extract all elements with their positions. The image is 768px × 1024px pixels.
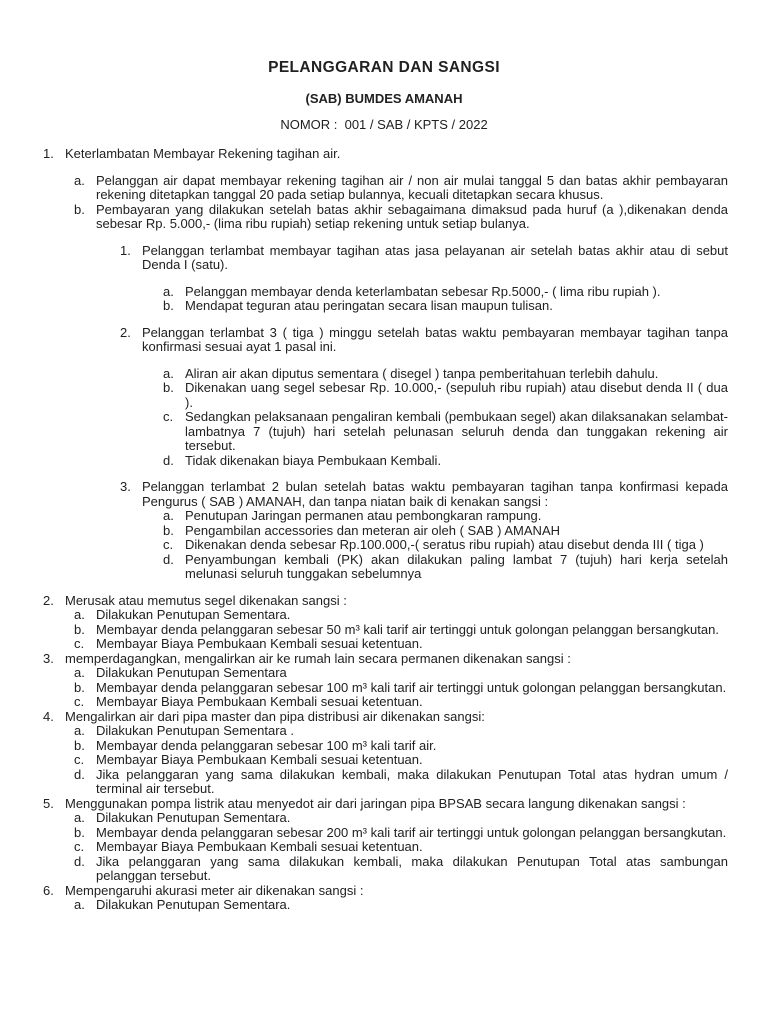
list-item bbox=[43, 147, 728, 162]
list-item-text: Membayar Biaya Pembukaan Kembali sesuai ketentuan. bbox=[96, 636, 423, 651]
list-item bbox=[120, 480, 728, 509]
list-item bbox=[74, 768, 728, 797]
list-item bbox=[43, 710, 728, 725]
list-item-text: Aliran air akan diputus sementara ( disegel ) tanpa pemberitahuan terlebih dahulu. bbox=[185, 365, 659, 381]
list-marker: a. bbox=[163, 283, 174, 299]
list-marker: a. bbox=[74, 665, 85, 680]
list-item-text: Pelanggan membayar denda keterlambatan sebesar Rp.5000,- ( lima ribu rupiah ). bbox=[185, 283, 661, 299]
list-item bbox=[74, 724, 728, 739]
list-item bbox=[120, 326, 728, 355]
list-marker: c. bbox=[74, 636, 85, 651]
list-item-text: Membayar denda pelanggaran sebesar 50 m³ kali tarif air tertinggi untuk golongan pelanggan bersangkutan. bbox=[96, 621, 719, 637]
list-item-text: Dikenakan uang segel sebesar Rp. 10.000,- (sepuluh ribu rupiah) atau disebut denda II ( dua ). bbox=[185, 380, 728, 410]
list-item-text: memperdagangkan, mengalirkan air ke rumah lain secara permanen dikenakan sangsi : bbox=[65, 650, 571, 666]
document-title: PELANGGARAN DAN SANGSI bbox=[268, 59, 500, 76]
list-item-text: Sedangkan pelaksanaan pengaliran kembali (pembukaan segel) akan dilaksanakan selambat-lambatnya 7 (tujuh) hari setelah pelunasan seluruh denda dan tunggakan rekening air tersebut. bbox=[185, 409, 728, 453]
list-marker: 5. bbox=[43, 795, 54, 811]
list-item bbox=[74, 695, 728, 710]
list-item bbox=[74, 855, 728, 884]
list-item-text: Membayar denda pelanggaran sebesar 200 m³ kali tarif air tertinggi untuk golongan pelanggan bersangkutan. bbox=[96, 824, 727, 840]
list-item bbox=[74, 681, 728, 696]
list-marker: b. bbox=[163, 522, 174, 538]
list-marker: 6. bbox=[43, 882, 54, 898]
list-item-text: Merusak atau memutus segel dikenakan sangsi : bbox=[65, 592, 347, 608]
list-item bbox=[74, 174, 728, 203]
list-marker: b. bbox=[163, 298, 174, 313]
list-item-text: Dikenakan denda sebesar Rp.100.000,-( seratus ribu rupiah) atau disebut denda III ( tiga ) bbox=[185, 537, 704, 552]
list-item-text: Pembayaran yang dilakukan setelah batas akhir sebagaimana dimaksud pada huruf (a ),dikenakan denda sebesar Rp. 5.000,- (lima ribu rupiah) setiap rekening untuk setiap bulanya. bbox=[96, 201, 728, 231]
list-item-text: Keterlambatan Membayar Rekening tagihan air. bbox=[65, 146, 341, 161]
list-item bbox=[163, 553, 728, 582]
list-marker: a. bbox=[74, 897, 85, 912]
list-item-text: Membayar Biaya Pembukaan Kembali sesuai ketentuan. bbox=[96, 752, 423, 767]
document-body bbox=[0, 147, 768, 913]
list-item bbox=[74, 637, 728, 652]
list-item bbox=[163, 381, 728, 410]
list-item bbox=[74, 666, 728, 681]
list-item-text: Menggunakan pompa listrik atau menyedot air dari jaringan pipa BPSAB secara langung dikenakan sangsi : bbox=[65, 795, 686, 811]
list-item bbox=[163, 367, 728, 382]
list-item-text: Penyambungan kembali (PK) akan dilakukan paling lambat 7 (tujuh) hari kerja setelah melunasi seluruh tunggakan sebelumnya bbox=[185, 551, 728, 581]
list-item bbox=[74, 811, 728, 826]
list-item-text: Mendapat teguran atau peringatan secara lisan maupun tulisan. bbox=[185, 298, 553, 313]
list-marker: a. bbox=[163, 508, 174, 523]
list-item bbox=[163, 524, 728, 539]
list-item bbox=[163, 410, 728, 454]
list-item bbox=[163, 454, 728, 469]
list-item bbox=[43, 797, 728, 812]
list-item bbox=[43, 652, 728, 667]
list-item-text: Membayar denda pelanggaran sebesar 100 m³ kali tarif air tertinggi untuk golongan pelanggan bersangkutan. bbox=[96, 679, 727, 695]
list-item bbox=[163, 538, 728, 553]
list-item-text: Pelanggan air dapat membayar rekening tagihan air / non air mulai tanggal 5 dan batas akhir pembayaran rekening ditetapkan tanggal 20 pada setiap bulannya, kecuali ditetapkan secara khusus. bbox=[96, 172, 728, 202]
list-item bbox=[163, 299, 728, 314]
list-item bbox=[120, 244, 728, 273]
list-item bbox=[74, 203, 728, 232]
list-marker: c. bbox=[74, 752, 85, 767]
list-item-text: Mengalirkan air dari pipa master dan pipa distribusi air dikenakan sangsi: bbox=[65, 708, 485, 724]
list-marker: d. bbox=[163, 452, 174, 468]
list-item bbox=[74, 898, 728, 913]
document-subtitle: (SAB) BUMDES AMANAH bbox=[305, 91, 463, 106]
list-item-text: Dilakukan Penutupan Sementara bbox=[96, 665, 287, 680]
list-item-text: Pelanggan terlambat 2 bulan setelah batas waktu pembayaran tagihan tanpa konfirmasi kepada Pengurus ( SAB ) AMANAH, dan tanpa niatan baik di kenakan sangsi : bbox=[142, 479, 728, 509]
list-item-text: Membayar Biaya Pembukaan Kembali sesuai ketentuan. bbox=[96, 839, 423, 854]
list-item-text: Jika pelanggaran yang sama dilakukan kembali, maka dilakukan Penutupan Total atas sambungan pelanggan tersebut. bbox=[96, 853, 728, 883]
list-marker: 1. bbox=[120, 242, 131, 258]
list-marker: 4. bbox=[43, 708, 54, 724]
list-marker: 2. bbox=[120, 324, 131, 340]
list-item bbox=[74, 623, 728, 638]
list-item bbox=[74, 826, 728, 841]
list-marker: 3. bbox=[43, 650, 54, 666]
list-item-text: Pengambilan accessories dan meteran air oleh ( SAB ) AMANAH bbox=[185, 522, 561, 538]
list-item bbox=[163, 285, 728, 300]
list-item-text: Dilakukan Penutupan Sementara. bbox=[96, 607, 291, 622]
list-marker: a. bbox=[74, 172, 85, 188]
list-item bbox=[74, 840, 728, 855]
list-item-text: Dilakukan Penutupan Sementara. bbox=[96, 810, 291, 825]
list-marker: c. bbox=[163, 537, 174, 552]
list-item bbox=[163, 509, 728, 524]
list-marker: a. bbox=[163, 365, 174, 381]
document-number: NOMOR : 001 / SAB / KPTS / 2022 bbox=[280, 117, 488, 132]
list-marker: 1. bbox=[43, 146, 54, 161]
list-item bbox=[74, 753, 728, 768]
list-item-text: Tidak dikenakan biaya Pembukaan Kembali. bbox=[185, 452, 442, 468]
list-marker: b. bbox=[74, 737, 85, 753]
list-marker: b. bbox=[74, 679, 85, 695]
list-marker: b. bbox=[74, 201, 85, 217]
list-marker: c. bbox=[74, 839, 85, 854]
list-item-text: Membayar Biaya Pembukaan Kembali sesuai ketentuan. bbox=[96, 694, 423, 709]
list-marker: a. bbox=[74, 723, 85, 738]
list-item-text: Pelanggan terlambat membayar tagihan atas jasa pelayanan air setelah batas akhir atau di sebut Denda I (satu). bbox=[142, 242, 728, 272]
list-marker: a. bbox=[74, 607, 85, 622]
list-item-text: Dilakukan Penutupan Sementara. bbox=[96, 897, 291, 912]
list-item-text: Jika pelanggaran yang sama dilakukan kembali, maka dilakukan Penutupan Total atas hydran umum / terminal air tersebut. bbox=[96, 766, 728, 796]
list-marker: c. bbox=[74, 694, 85, 709]
list-item bbox=[74, 608, 728, 623]
list-marker: a. bbox=[74, 810, 85, 825]
list-item-text: Mempengaruhi akurasi meter air dikenakan sangsi : bbox=[65, 882, 364, 898]
list-item-text: Membayar denda pelanggaran sebesar 100 m³ kali tarif air. bbox=[96, 737, 437, 753]
list-item bbox=[74, 739, 728, 754]
list-item-text: Dilakukan Penutupan Sementara . bbox=[96, 723, 295, 738]
list-marker: d. bbox=[163, 551, 174, 567]
list-marker: 3. bbox=[120, 479, 131, 494]
list-marker: d. bbox=[74, 766, 85, 782]
list-item bbox=[43, 884, 728, 899]
list-marker: b. bbox=[74, 824, 85, 840]
list-marker: b. bbox=[74, 621, 85, 637]
list-item-text: Pelanggan terlambat 3 ( tiga ) minggu setelah batas waktu pembayaran membayar tagihan tanpa konfirmasi sesuai ayat 1 pasal ini. bbox=[142, 324, 728, 354]
list-marker: c. bbox=[163, 409, 174, 424]
list-marker: 2. bbox=[43, 592, 54, 608]
list-item bbox=[43, 594, 728, 609]
list-marker: d. bbox=[74, 853, 85, 869]
list-item-text: Penutupan Jaringan permanen atau pembongkaran rampung. bbox=[185, 508, 542, 523]
list-marker: b. bbox=[163, 380, 174, 395]
